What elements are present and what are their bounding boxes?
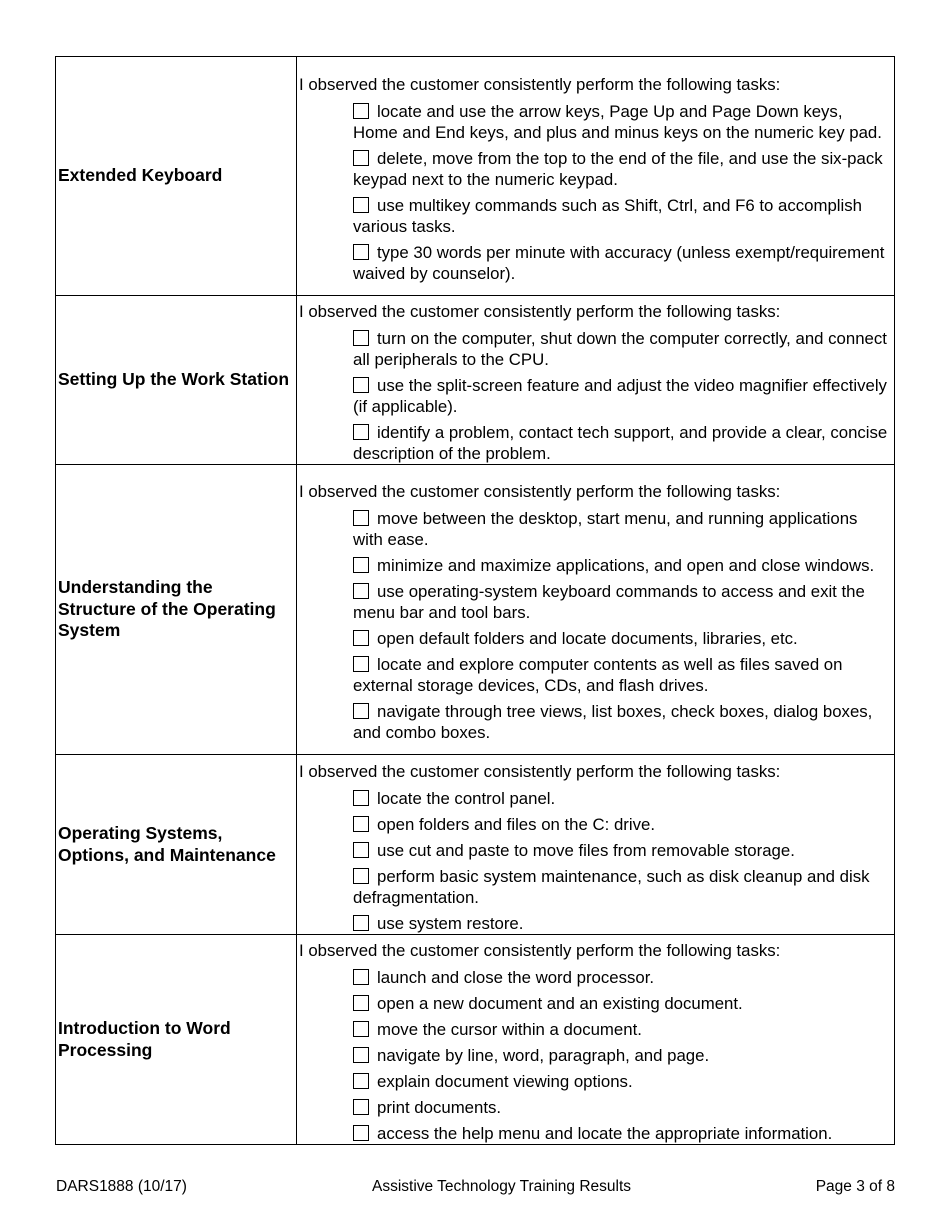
task-item <box>353 555 891 576</box>
page-number: Page 3 of 8 <box>815 1178 895 1195</box>
task-item <box>353 628 891 649</box>
section-label: Understanding the Structure of the Operating System <box>56 465 297 755</box>
task-text: locate the control panel. <box>377 788 556 808</box>
task-text: perform basic system maintenance, such as disk cleanup and disk defragmentation. <box>353 866 870 907</box>
task-text: identify a problem, contact tech support, and provide a clear, concise description of the problem. <box>353 423 888 463</box>
section-label: Setting Up the Work Station <box>56 296 297 465</box>
task-checkbox[interactable] <box>353 424 369 440</box>
section-intro: I observed the customer consistently perform the following tasks: <box>299 941 781 960</box>
task-text: navigate through tree views, list boxes, check boxes, dialog boxes, and combo boxes. <box>353 702 873 742</box>
section-row <box>56 935 895 1145</box>
task-item <box>353 814 891 835</box>
task-item <box>353 508 891 550</box>
section-content <box>297 465 895 755</box>
footer-title: Assistive Technology Training Results <box>372 1178 632 1195</box>
section-intro: I observed the customer consistently perform the following tasks: <box>299 74 781 94</box>
task-item <box>353 242 891 284</box>
task-checkbox[interactable] <box>353 630 369 646</box>
task-checkbox[interactable] <box>353 150 369 166</box>
section-label: Operating Systems, Options, and Maintenance <box>56 755 297 935</box>
task-checkbox[interactable] <box>353 103 369 119</box>
task-checkbox[interactable] <box>353 703 369 719</box>
task-item <box>353 148 891 190</box>
task-checkbox[interactable] <box>353 1125 369 1141</box>
task-text: turn on the computer, shut down the computer correctly, and connect all peripherals to the CPU. <box>353 329 887 369</box>
task-text: type 30 words per minute with accuracy (unless exempt/requirement waived by counselor). <box>353 242 885 283</box>
task-checkbox[interactable] <box>353 197 369 213</box>
form-id: DARS1888 (10/17) <box>56 1178 187 1195</box>
task-checkbox[interactable] <box>353 1099 369 1115</box>
task-item <box>353 701 891 743</box>
task-item <box>353 375 891 417</box>
task-text: open default folders and locate documents, libraries, etc. <box>377 629 798 648</box>
section-row <box>56 465 895 755</box>
task-text: navigate by line, word, paragraph, and page. <box>377 1046 710 1065</box>
task-text: open a new document and an existing document. <box>377 994 743 1013</box>
task-checkbox[interactable] <box>353 510 369 526</box>
task-item <box>353 328 891 370</box>
task-checkbox[interactable] <box>353 790 369 806</box>
training-results-table <box>55 56 895 1145</box>
task-item <box>353 581 891 623</box>
task-text: move the cursor within a document. <box>377 1020 642 1039</box>
task-item <box>353 1071 891 1092</box>
task-checkbox[interactable] <box>353 995 369 1011</box>
task-text: use system restore. <box>377 913 524 933</box>
task-checkbox[interactable] <box>353 1073 369 1089</box>
task-text: move between the desktop, start menu, and running applications with ease. <box>353 509 858 549</box>
task-item <box>353 913 891 934</box>
task-text: access the help menu and locate the appropriate information. <box>377 1124 833 1143</box>
task-text: minimize and maximize applications, and open and close windows. <box>377 556 875 575</box>
section-label: Introduction to Word Processing <box>56 935 297 1145</box>
task-checkbox[interactable] <box>353 969 369 985</box>
task-checkbox[interactable] <box>353 1047 369 1063</box>
task-item <box>353 422 891 464</box>
section-intro: I observed the customer consistently perform the following tasks: <box>299 302 781 321</box>
task-text: open folders and files on the C: drive. <box>377 814 655 834</box>
task-text: use operating-system keyboard commands to access and exit the menu bar and tool bars. <box>353 582 865 622</box>
task-checkbox[interactable] <box>353 656 369 672</box>
task-text: use multikey commands such as Shift, Ctrl, and F6 to accomplish various tasks. <box>353 195 862 236</box>
task-checkbox[interactable] <box>353 377 369 393</box>
section-intro: I observed the customer consistently perform the following tasks: <box>299 761 781 781</box>
task-text: locate and explore computer contents as well as files saved on external storage devices, CDs, and flash drives. <box>353 655 843 695</box>
task-item <box>353 1045 891 1066</box>
section-row <box>56 57 895 296</box>
task-checkbox[interactable] <box>353 583 369 599</box>
task-checkbox[interactable] <box>353 557 369 573</box>
task-item <box>353 866 891 908</box>
task-item <box>353 1019 891 1040</box>
section-row <box>56 755 895 935</box>
task-text: use cut and paste to move files from removable storage. <box>377 840 795 860</box>
section-intro: I observed the customer consistently perform the following tasks: <box>299 482 781 501</box>
section-content <box>297 296 895 465</box>
section-content <box>297 935 895 1145</box>
task-checkbox[interactable] <box>353 816 369 832</box>
section-content <box>297 755 895 935</box>
task-text: use the split-screen feature and adjust the video magnifier effectively (if applicable). <box>353 376 887 416</box>
task-checkbox[interactable] <box>353 1021 369 1037</box>
section-content <box>297 57 895 296</box>
task-item <box>353 654 891 696</box>
task-item <box>353 1123 891 1144</box>
task-item <box>353 993 891 1014</box>
task-text: print documents. <box>377 1098 502 1117</box>
task-item <box>353 195 891 237</box>
task-text: locate and use the arrow keys, Page Up and Page Down keys, Home and End keys, and plus and minus keys on the numeric key pad. <box>353 101 882 142</box>
section-row <box>56 296 895 465</box>
task-text: delete, move from the top to the end of the file, and use the six-pack keypad next to the numeric keypad. <box>353 148 883 189</box>
task-checkbox[interactable] <box>353 842 369 858</box>
task-text: launch and close the word processor. <box>377 968 655 987</box>
task-checkbox[interactable] <box>353 244 369 260</box>
task-text: explain document viewing options. <box>377 1072 633 1091</box>
task-item <box>353 788 891 809</box>
section-label: Extended Keyboard <box>56 57 297 296</box>
task-checkbox[interactable] <box>353 915 369 931</box>
page-footer <box>55 1178 895 1198</box>
task-checkbox[interactable] <box>353 868 369 884</box>
task-item <box>353 1097 891 1118</box>
task-item <box>353 967 891 988</box>
task-item <box>353 840 891 861</box>
task-checkbox[interactable] <box>353 330 369 346</box>
task-item <box>353 101 891 143</box>
